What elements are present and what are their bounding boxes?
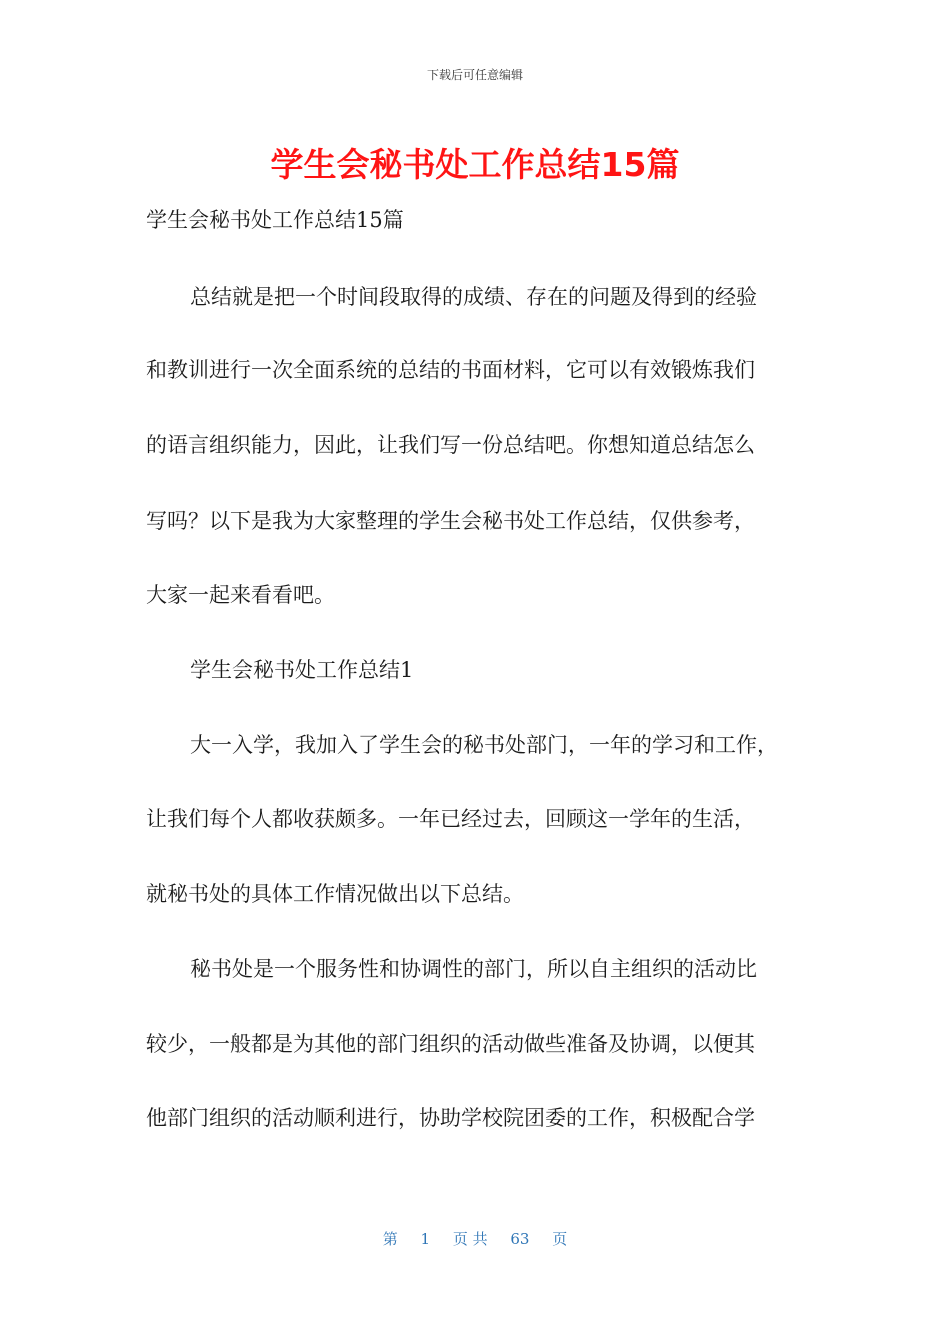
document-subtitle: 学生会秘书处工作总结15篇 xyxy=(146,208,404,232)
paragraph-line: 他部门组织的活动顺利进行，协助学校院团委的工作，积极配合学 xyxy=(146,1106,755,1130)
footer-suffix: 页 xyxy=(552,1230,568,1248)
paragraph-line: 让我们每个人都收获颇多。一年已经过去，回顾这一学年的生活， xyxy=(146,807,755,831)
paragraph-line: 和教训进行一次全面系统的总结的书面材料，它可以有效锻炼我们 xyxy=(146,358,755,382)
footer-middle: 页 共 xyxy=(452,1230,488,1248)
paragraph-line: 的语言组织能力，因此，让我们写一份总结吧。你想知道总结怎么 xyxy=(146,433,755,457)
footer-current-page: 1 xyxy=(420,1230,431,1248)
footer-prefix: 第 xyxy=(382,1230,398,1248)
paragraph-line: 总结就是把一个时间段取得的成绩、存在的问题及得到的经验 xyxy=(190,285,757,309)
footer-total-pages: 63 xyxy=(510,1230,530,1248)
page-footer xyxy=(0,1229,950,1249)
paragraph-line: 写吗？以下是我为大家整理的学生会秘书处工作总结，仅供参考， xyxy=(146,509,755,533)
paragraph-line: 就秘书处的具体工作情况做出以下总结。 xyxy=(146,882,524,906)
paragraph-line: 较少，一般都是为其他的部门组织的活动做些准备及协调，以便其 xyxy=(146,1032,755,1056)
page-header-note: 下载后可任意编辑 xyxy=(426,68,523,82)
document-title: 学生会秘书处工作总结15篇 xyxy=(270,145,680,184)
paragraph-line: 大家一起来看看吧。 xyxy=(146,583,335,607)
paragraph-line: 大一入学，我加入了学生会的秘书处部门，一年的学习和工作， xyxy=(190,733,778,757)
paragraph-line: 秘书处是一个服务性和协调性的部门，所以自主组织的活动比 xyxy=(190,957,757,981)
section-heading: 学生会秘书处工作总结1 xyxy=(190,658,414,682)
